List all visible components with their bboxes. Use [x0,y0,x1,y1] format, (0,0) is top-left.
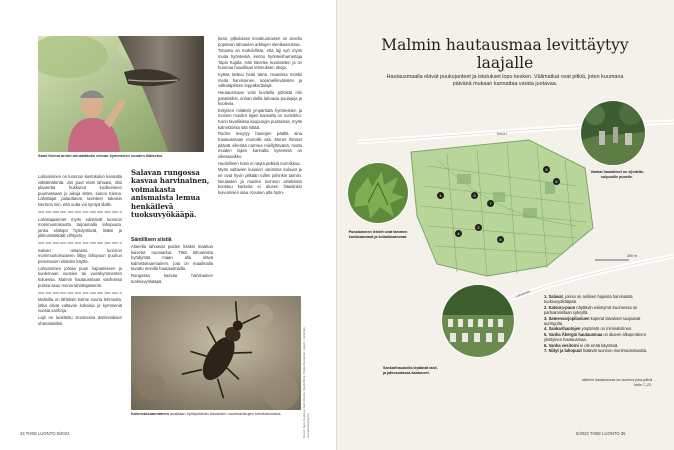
legend-num: 5. [544,331,548,337]
body-column-3 [218,36,302,292]
map-marker-4[interactable]: 4 [455,230,462,237]
paragraph: Hautausmaan voisi kuvitella pölöistä niin paratiisiksi, onhan siellä lahoavia puulajeja ja kuolevia. [218,89,302,107]
paragraph: Lajit on luokiteltu Suomessa äärimmäisen uhanalaisiksi. [38,315,122,326]
circle-label-top-right: Vanhat hautakivet on sijoiteltu sulpuuille puoelle. [590,170,644,179]
war-graves-photo [441,284,515,358]
legend-name: Katsura-puun [548,304,576,310]
photo-caption-top [38,154,218,159]
legend-desc: näyttävin esiintymä Suomessa on parhaimmillaan syksyllä. [544,304,638,316]
legend-desc: kuperat latvukset suojaavat auringolta. [544,315,641,327]
text-line [38,242,122,244]
body-column-1 [38,174,122,432]
page-folio-right: 5/2022 THEE LUONTO 35 [576,431,626,436]
legend-name: Vanha Åbergin hautausmaa [548,331,603,337]
circle-label-left: Punatammen lehdet ovat tammen kookkaammat ja kolmikkaammat. [348,230,408,239]
text-line [38,292,122,294]
legend-desc: lisäävät luonnon monimuotoisuutta. [581,348,648,354]
legend-desc: ympäristö on mirimalistinen. [580,326,633,332]
fungus-inspector-photo [38,36,204,152]
scale-label: 300 m [627,254,637,258]
paragraph: Ruoho leviytyy hautojen päältä aina hautausmaan reunoille asti. Monet ihmiset pitävät viheriää nurmea miellyttävänä, mutta muiden lajien kannalta kyseessä on viheraavikko. [218,131,302,159]
paragraph: Lahoaminen johtaa puun hajoamiseen ja kuolemaan vuosien tai vuosikymmenten kuluessa. Malmin hautausmaan vanhoissa puissa asuu monia lahottajasieniä. [38,265,122,288]
text-line [38,211,122,213]
article-title: Malmin hautausmaa levittäytyy laajalle [381,36,629,72]
road-label-lahdentie: Lahdentie [514,289,532,299]
paragraph: kean, pitkulaisen kovakuoriaisen on arveltu popsivan lahoavien arkkujen sienikasvustoa. [218,36,302,47]
body-column-2 [131,244,213,284]
legend-item [544,294,652,305]
paragraph: Lahottajasienet myös edistävät luonnon monimuotoisuutta tarjoamalla lahopuuta, jonka eliölajet hyödyntävät, lisäisi ja pikkunisäkkäät viihtyvät. [38,216,122,239]
map-marker-1[interactable]: 1 [437,192,444,199]
map-marker-8[interactable]: 8 [497,236,504,243]
legend-num: 4. [544,326,548,332]
legend-item [544,332,652,343]
paragraph: Malmilla on lähtöisin kolme suurta lehmusta, jotka olivat valtavan kokoisia ja kymmeniä vuosia vanhoja. [38,297,122,314]
pull-quote: Salavan rungossa kasvaa harvinainen, voimakasta anismaista lemua henkäilevä tuoksuvyökääpä. [131,168,210,220]
legend-name: Niityt ja lahopuut [548,348,582,354]
paragraph: Huolellinen hoito ei näytä pelkkiä nurmikkoa. [218,160,301,166]
paragraph: Saivan otsaansa luonnon monimuotoisuuteen liittyy lahopuun puuhun perustuvien eliöiden käyttö. [38,247,122,265]
opening-hours-note: Malmin hautausmaa on avoinna joka päivä kello 7–22. [582,378,652,387]
article-lead: Hautausmaalla elävät puukujanteet ja istutukset lopu kesken. Välimatkat ovat pitkiä, joten kuumana päivänä mukaan kannattaa varata juotavaa. [386,74,624,88]
caption-text: Sami Kiema arvioi arinakäävän olevan kymmenen vuoden ikäiseksi. [38,153,164,158]
cemetery-area [411,140,593,276]
legend-name: Sateenvarjopilaviuen [548,315,590,321]
photo-credit: Kuvat: Tapio Kujala ja Sami Kiema, Studiofilma, Pekka Rautanen, Jakob - Helsingin seurakuntayhtymä [302,327,310,438]
road-label-kehä: Kehä I [497,132,508,136]
paragraph: Myös valtavien kuusien varistima kuluvat ja ne ovat hyvin pitkään tullen joihinkin taimiin. Neulasten ja muiden luonnon aineksista koostuu karkeita ei alueen hitaisinkin kuivumisen alaa. Kuusen alta hyön- [218,167,302,195]
legend-desc: , joissa on anilisen hajuista harvinaista tuoksuvyökääpää. [544,294,633,305]
paragraph: Totuutta on mahdollista, että laji syö myös muita hyönteisiä, kertoo hyönteisharrastaja Tapio Kujala. Hän kävelee kuoriaisten ja on huomaa huuvillaan lehmuksen okoja. [218,48,302,71]
red-oak-leaves-photo [347,162,409,224]
caption-rest: availlaan hyödyntävän lahoavien ruumisarkkujen sienikasvustoa. [170,411,282,416]
map-marker-7[interactable]: 7 [487,200,494,207]
legend-num: 6. [544,342,548,348]
map-marker-5[interactable]: 5 [543,166,550,173]
paragraph: Rungossa kasvaa harvinainen tuoksuvyökääpä. [131,273,213,284]
legend-name: Sankarihautojen [548,326,581,332]
map-marker-2[interactable]: 2 [475,224,482,231]
legend-name: Salavat [548,294,563,299]
paragraph: Kyttäs tarttuu hetiä tämä. Haavissa mönkii meliä harvinainen, karamellinväristen ja valkotäplisten leppäkerttulajit. [218,71,302,89]
beetle-caption [131,412,311,417]
paragraph: Erityisen mitäleitt ympäröidä hyönteisten ja monien muiden lajien kannalta on nurmikko. Kunn tavallisissa kaupungin puistoissa, myös kalmistossa sitä riittää. [218,107,302,130]
caption-bold: Kalmistokaarniainen [131,411,171,416]
map-legend [544,294,652,353]
legend-item [544,305,652,316]
legend-item [544,348,652,353]
legend-num: 7. [544,348,548,354]
page-folio-left: 34 THEE LUONTO 5/2022 [20,431,70,436]
map-marker-3[interactable]: 3 [471,192,478,199]
paragraph: Lahoaminen on luonnon kiertokulun kannalta välttämätöntä. Jos puut eivät lahoaisi, olisi planeetta hukkunut kuolleeseen puumassaan jo aikoja sitten, sanoo Kiema. Lahottajat palauttavat ravinteet takaisin kiertoon niin, että uutta voi syntyä tilalle. [38,174,122,207]
legend-item [544,316,652,327]
cemetery-map [337,96,674,406]
legend-desc: ei ole enää käytössä. [578,342,619,348]
circle-label-bottom: Sankarihaudoilla lepäävät talvi- ja jatkosodassa kaatuneet. [383,366,438,375]
legend-name: Vanha vesitorni [548,342,579,348]
paragraph: Alueella lahoavat puiden lisäksi maahan kaivetut ruumiarkut. Tätä lahoamista hyödyntää maan alla elävä kalmistokaarniainen, jota on maailmalla tavattu monilla hautausmailla. [131,244,213,272]
old-gravestones-photo [580,100,646,166]
map-marker-6[interactable]: 6 [553,178,560,185]
beetle-photo [131,296,301,410]
section-subhead: Säntillisen siistiä [131,237,172,243]
legend-num: 3. [544,315,548,321]
legend-num: 1. [544,294,548,299]
legend-desc: on alueen alkuperäinen yksityinen hautausmaa. [544,331,646,343]
legend-num: 2. [544,304,548,310]
